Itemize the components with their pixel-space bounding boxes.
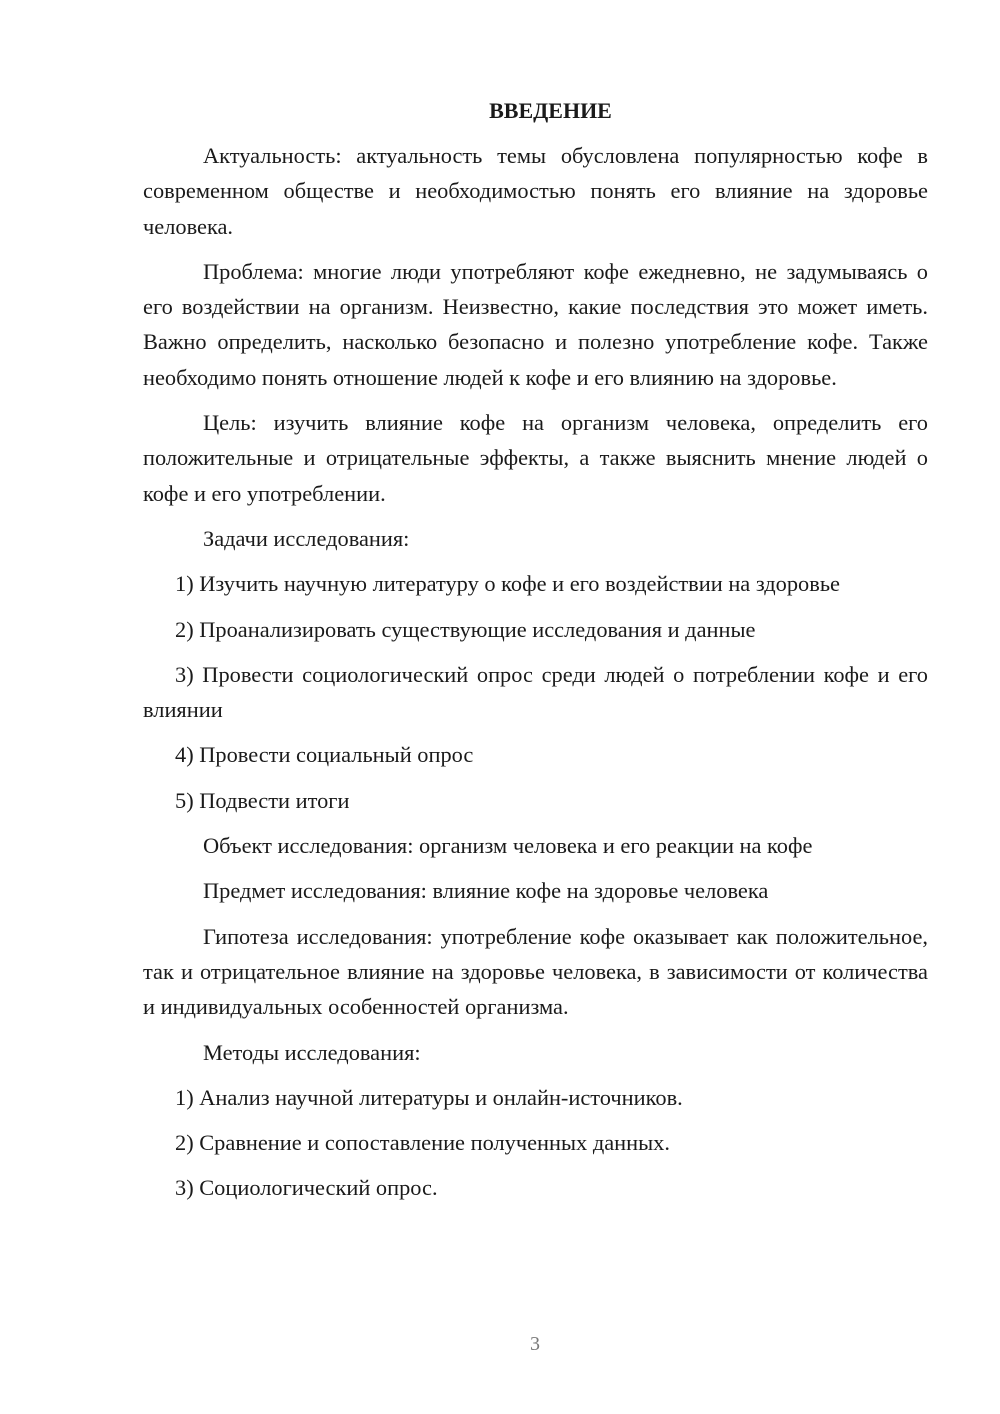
subject-line: Предмет исследования: влияние кофе на здоровье человека [203, 878, 769, 904]
relevance-paragraph: Актуальность: актуальность темы обусловлена популярностью кофе в современном обществе и необходимостью понять его влияние на здоровье человека. [143, 143, 928, 239]
method-item: 3) Социологический опрос. [175, 1175, 438, 1201]
object-line: Объект исследования: организм человека и его реакции на кофе [203, 833, 813, 859]
task-item: 1) Изучить научную литературу о кофе и его воздействии на здоровье [175, 571, 840, 597]
page-title: ВВЕДЕНИЕ [489, 98, 612, 123]
task-item: 4) Провести социальный опрос [175, 742, 474, 768]
page-number: 3 [530, 1333, 540, 1355]
problem-paragraph: Проблема: многие люди употребляют кофе ежедневно, не задумываясь о его воздействии на организм. Неизвестно, какие последствия это может иметь. Важно определить, насколько безопасно и полезно употребление кофе. Также необходимо понять отношение людей к кофе и его влиянию на здоровье. [143, 258, 928, 390]
method-item: 2) Сравнение и сопоставление полученных данных. [175, 1130, 670, 1156]
method-item: 1) Анализ научной литературы и онлайн-источников. [175, 1084, 683, 1110]
task-item: 5) Подвести итоги [175, 787, 350, 813]
methods-heading: Методы исследования: [203, 1039, 421, 1065]
task-item: 3) Провести социологический опрос среди людей о потреблении кофе и его влиянии [143, 661, 928, 723]
task-item: 2) Проанализировать существующие исследования и данные [175, 616, 756, 642]
goal-paragraph: Цель: изучить влияние кофе на организм человека, определить его положительные и отрицательные эффекты, а также выяснить мнение людей о кофе и его употреблении. [143, 410, 928, 506]
tasks-heading: Задачи исследования: [203, 525, 410, 551]
hypothesis-paragraph: Гипотеза исследования: употребление кофе оказывает как положительное, так и отрицательное влияние на здоровье человека, в зависимости от количества и индивидуальных особенностей организма. [143, 923, 928, 1020]
